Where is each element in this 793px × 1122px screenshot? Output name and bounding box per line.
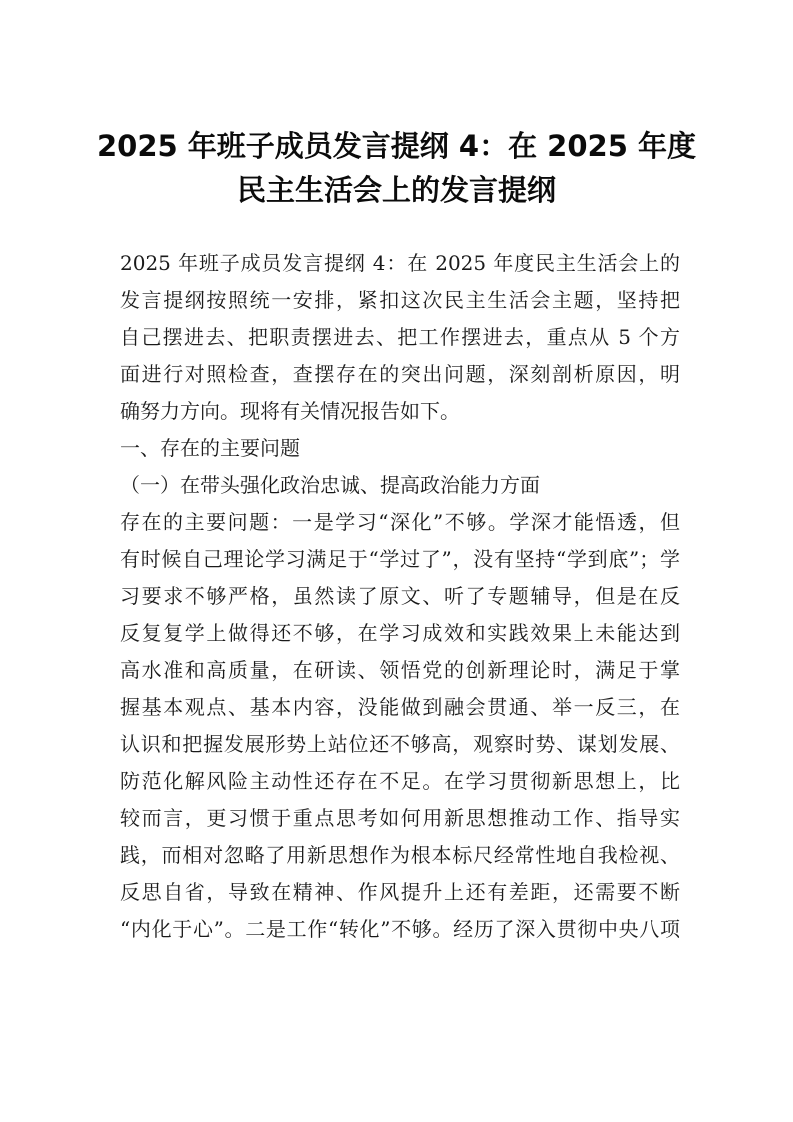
body-line: 存在的主要问题：一是学习“深化”不够。学深才能悟透，但 bbox=[120, 510, 680, 534]
body-line: 较而言，更习惯于重点思考如何用新思想推动工作、指导实 bbox=[120, 806, 680, 830]
subsection-heading: （一）在带头强化政治忠诚、提高政治能力方面 bbox=[120, 473, 540, 497]
document-title-line-1: 2025 年班子成员发言提纲 4：在 2025 年度 bbox=[97, 129, 696, 163]
body-line: 践，而相对忽略了用新思想作为根本标尺经常性地自我检视、 bbox=[120, 843, 680, 867]
body-line: 高水准和高质量，在研读、领悟党的创新理论时，满足于掌 bbox=[120, 658, 680, 682]
document-title-line-2: 民主生活会上的发言提纲 bbox=[236, 173, 556, 207]
body-line: 反思自省，导致在精神、作风提升上还有差距，还需要不断 bbox=[120, 880, 680, 904]
body-line: 反复复学上做得还不够，在学习成效和实践效果上未能达到 bbox=[120, 621, 680, 645]
body-line: 2025 年班子成员发言提纲 4：在 2025 年度民主生活会上的 bbox=[120, 251, 680, 275]
body-line: “内化于心”。二是工作“转化”不够。经历了深入贯彻中央八项 bbox=[120, 917, 680, 941]
body-line: 习要求不够严格，虽然读了原文、听了专题辅导，但是在反 bbox=[120, 584, 680, 608]
body-line: 发言提纲按照统一安排，紧扣这次民主生活会主题，坚持把 bbox=[120, 288, 680, 312]
body-line: 确努力方向。现将有关情况报告如下。 bbox=[120, 399, 460, 423]
body-line: 自己摆进去、把职责摆进去、把工作摆进去，重点从 5 个方 bbox=[120, 325, 680, 349]
body-line: 面进行对照检查，查摆存在的突出问题，深刻剖析原因，明 bbox=[120, 362, 680, 386]
section-heading: 一、存在的主要问题 bbox=[120, 436, 300, 460]
body-line: 握基本观点、基本内容，没能做到融会贯通、举一反三，在 bbox=[120, 695, 680, 719]
body-line: 防范化解风险主动性还存在不足。在学习贯彻新思想上，比 bbox=[120, 769, 680, 793]
body-line: 认识和把握发展形势上站位还不够高，观察时势、谋划发展、 bbox=[120, 732, 680, 756]
body-line: 有时候自己理论学习满足于“学过了”，没有坚持“学到底”；学 bbox=[120, 547, 680, 571]
